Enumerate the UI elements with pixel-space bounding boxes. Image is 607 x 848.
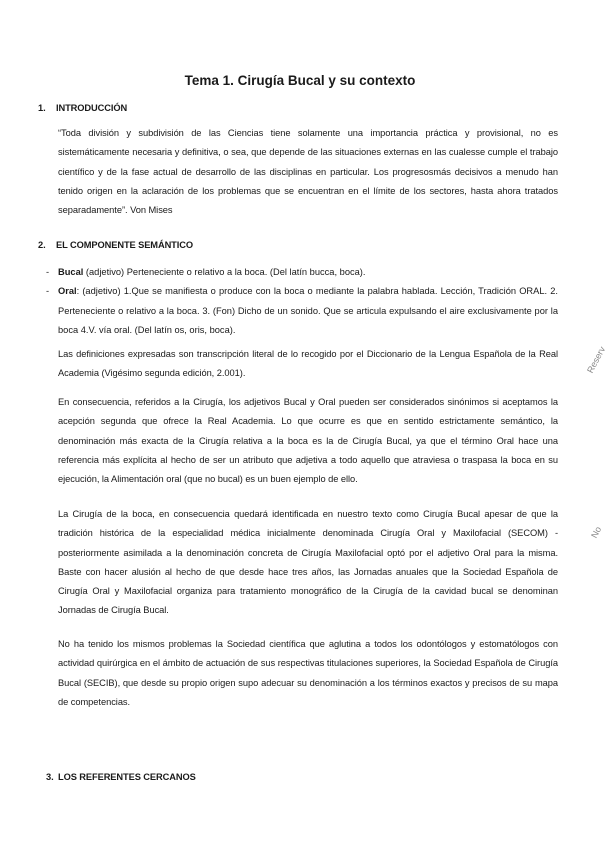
section-label: INTRODUCCIÓN [56,103,128,113]
section-heading-referentes [46,772,196,782]
paragraph-consecuencia: En consecuencia, referidos a la Cirugía, los adjetivos Bucal y Oral pueden ser considerados sinónimos si aceptamos la acepción segunda que ofrece la Real Academia. Lo que ocurre es que en sentido estrictamente semántico, la denominación más exacta de la Cirugía relativa a la boca es la de Cirugía Bucal, ya que el término Oral hace una referencia más explícita al hecho de ser un atributo que adjetiva a todo aquello que atraviesa o traspasa la boca en su ejecución, la Alimentación oral (que no bucal) es un buen ejemplo de ello. [58,397,558,485]
paragraph-definiciones: Las definiciones expresadas son transcripción literal de lo recogido por el Diccionario de la Lengua Española de la Real Academia (Vigésimo segunda edición, 2.001). [58,349,558,379]
section-number: 2. [38,240,46,250]
intro-quote-paragraph: “Toda división y subdivisión de las Ciencias tiene solamente una importancia práctica y provisional, no es sistemáticamente necesaria y definitiva, o sea, que depende de las situaciones externas en las cualesse cumple el trabajo científico y de la fase actual de desarrollo de las disciplinas en particular. Los progresosmás decisivos a menudo han tenido origen en la aclaración de los problemas que se encuentran en el límite de los sectores, hasta ahora tratados separadamente”. Von Mises [58,128,558,216]
watermark-text: Reserv [585,344,607,375]
watermark-text: No [589,524,604,540]
bullet-dash-icon: - [46,267,50,277]
section-heading-componente-semantico [38,240,193,250]
section-label: LOS REFERENTES CERCANOS [58,772,196,782]
definition-term: Oral [58,286,77,297]
section-label: EL COMPONENTE SEMÁNTICO [56,240,193,250]
section-number: 1. [38,103,46,113]
definition-item-oral [46,282,558,340]
bullet-dash-icon: - [46,286,50,297]
definition-term: Bucal [58,267,84,277]
definition-text: (adjetivo) Perteneciente o relativo a la boca. (Del latín bucca, boca). [83,267,366,277]
paragraph-secib: No ha tenido los mismos problemas la Sociedad científica que aglutina a todos los odontólogos y estomatólogos con actividad quirúrgica en el ámbito de actuación de sus respectivas titulaciones superiores, la Sociedad Española de Cirugía Bucal (SECIB), que desde su propio origen supo adecuar su denominación a los términos exactos y precisos de su mapa de competencias. [58,639,558,707]
definition-text: : (adjetivo) 1.Que se manifiesta o produce con la boca o mediante la palabra hablada. Lección, Tradición ORAL. 2. Perteneciente o relativo a la boca. 3. (Fon) Dicho de un sonido. Que se articula expulsando el aire exclusivamente por la boca 4.V. vía oral. (Del latín os, oris, boca). [58,286,558,335]
definition-item-bucal [46,263,558,282]
section-heading-introduccion [38,103,127,113]
definitions-list [46,263,558,340]
document-title: Tema 1. Cirugía Bucal y su contexto [184,73,416,88]
paragraph-cirugia-boca: La Cirugía de la boca, en consecuencia quedará identificada en nuestro texto como Cirugía Bucal apesar de que la tradición histórica de la especialidad médica inicialmente denominada Cirugía Oral y Maxilofacial (SECOM) - posteriormente asimilada a la denominación concreta de Cirugía Maxilofacial optó por el adjetivo Oral para la misma. Baste con hacer alusión al hecho de que desde hace tres años, las Jornadas anuales que la Sociedad Española de Cirugía Oral y Maxilofacial organiza para tratamiento monográfico de la Cirugía de la cavidad bucal se denominan Jornadas de Cirugía Bucal. [58,509,558,616]
section-number: 3. [46,772,54,782]
